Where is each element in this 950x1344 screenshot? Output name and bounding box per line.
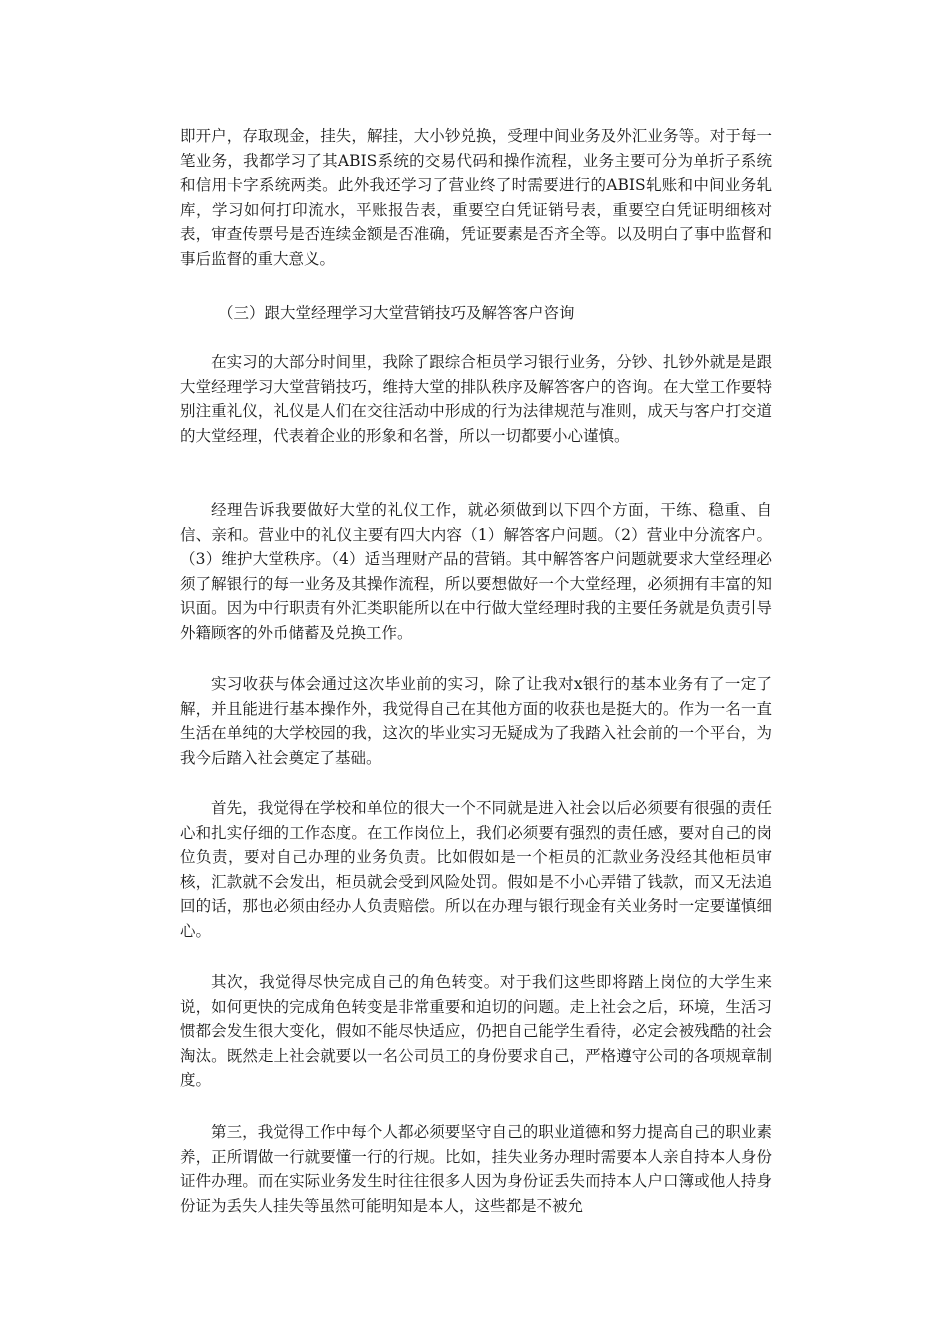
paragraph-second-role-change: 其次，我觉得尽快完成自己的角色转变。对于我们这些即将踏上岗位的大学生来说，如何更快的完成角色转变是非常重要和迫切的问题。走上社会之后，环境，生活习惯都会发生很大变化，假如不能尽快适应，仍把自己能学生看待，必定会被残酷的社会淘汰。既然走上社会就要以一名公司员工的身份要求自己，严格遵守公司的各项规章制度。 <box>180 973 772 1089</box>
paragraph-third-professional-ethics: 第三，我觉得工作中每个人都必须要坚守自己的职业道德和努力提高自己的职业素养，正所谓做一行就要懂一行的行规。比如，挂失业务办理时需要本人亲自持本人身份证件办理。而在实际业务发生时往往很多人因为身份证丢失而持本人户口簿或他人持身份证为丢失人挂失等虽然可能明知是本人，这些都是不被允 <box>180 1123 772 1215</box>
paragraph-first-responsibility: 首先，我觉得在学校和单位的很大一个不同就是进入社会以后必须要有很强的责任心和扎实仔细的工作态度。在工作岗位上，我们必须要有强烈的责任感，要对自己的岗位负责，要对自己办理的业务负责。比如假如是一个柜员的汇款业务没经其他柜员审核，汇款就不会发出，柜员就会受到风险处罚。假如是不小心弄错了钱款，而又无法追回的话，那也必须由经办人负责赔偿。所以在办理与银行现金有关业务时一定要谨慎细心。 <box>180 799 772 940</box>
paragraph-business-operations: 即开户，存取现金，挂失，解挂，大小钞兑换，受理中间业务及外汇业务等。对于每一笔业务，我都学习了其ABIS系统的交易代码和操作流程，业务主要可分为单折子系统和信用卡字系统两类。此外我还学习了营业终了时需要进行的ABIS轧账和中间业务轧库，学习如何打印流水，平账报告表，重要空白凭证销号表，重要空白凭证明细核对表，审查传票号是否连续金额是否准确，凭证要素是否齐全等。以及明白了事中监督和事后监督的重大意义。 <box>180 127 772 268</box>
paragraph-lobby-etiquette: 在实习的大部分时间里，我除了跟综合柜员学习银行业务，分钞、扎钞外就是是跟大堂经理学习大堂营销技巧，维持大堂的排队秩序及解答客户的咨询。在大堂工作要特别注重礼仪，礼仪是人们在交往活动中形成的行为法律规范与准则，成天与客户打交道的大堂经理，代表着企业的形象和名誉，所以一切都要小心谨慎。 <box>180 353 772 445</box>
paragraph-four-aspects: 经理告诉我要做好大堂的礼仪工作，就必须做到以下四个方面，干练、稳重、自信、亲和。营业中的礼仪主要有四大内容（1）解答客户问题。（2）营业中分流客户。（3）维护大堂秩序。（4）适当理财产品的营销。其中解答客户问题就要求大堂经理必须了解银行的每一业务及其操作流程，所以要想做好一个大堂经理，必须拥有丰富的知识面。因为中行职责有外汇类职能所以在中行做大堂经理时我的主要任务就是负责引导外籍顾客的外币储蓄及兑换工作。 <box>180 501 772 642</box>
paragraph-internship-gains: 实习收获与体会通过这次毕业前的实习，除了让我对x银行的基本业务有了一定了解，并且能进行基本操作外，我觉得自己在其他方面的收获也是挺大的。作为一名一直生活在单纯的大学校园的我，这次的毕业实习无疑成为了我踏入社会前的一个平台，为我今后踏入社会奠定了基础。 <box>180 675 772 767</box>
section-heading-lobby-manager: （三）跟大堂经理学习大堂营销技巧及解答客户咨询 <box>218 304 575 322</box>
